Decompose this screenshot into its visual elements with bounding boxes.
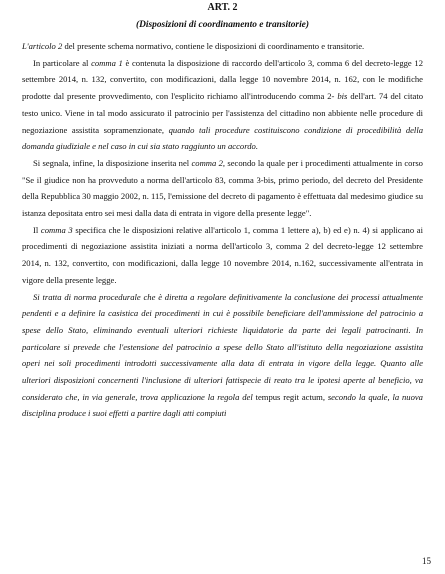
paragraph-5	[22, 289, 423, 423]
p3-a: Si segnala, infine, la disposizione inserita nel	[33, 157, 192, 168]
article-body	[22, 38, 423, 422]
p2-c: è contenuta la disposizione di raccordo dell'articolo 3, comma 6 del decreto-legge 12 settembre 2014, n. 132, convertito, con modificazioni, dalla legge 10 novembre 2014, n. 162, con le modifiche prodotte dal presente provvedimento, con l'esplicito richiamo all'introducendo comma 2-	[22, 57, 423, 102]
p2-a: In particolare al	[33, 57, 92, 68]
p2-f: quando tali procedure costituiscono condizione di procedibilità della domanda giudiziale e nel caso in cui sia stato raggiunto un accordo.	[22, 124, 423, 152]
paragraph-3	[22, 155, 423, 222]
p3-b: comma 2	[191, 157, 223, 168]
p1-b: articolo 2	[28, 41, 63, 51]
article-title: ART. 2	[207, 2, 238, 13]
article-subtitle: (Disposizioni di coordinamento e transitorie)	[136, 20, 309, 30]
p2-d: bis	[337, 91, 348, 102]
p5-a: Si tratta di norma procedurale che è diretta a regolare definitivamente la conclusione dei processi attualmente pendenti e a definire la casistica dei procedimenti in cui è possibile beneficiare dell'ammissione del patrocinio a spese dello Stato, eliminando eventuali ulteriori richieste liquidatorie da parte dei legali patrocinanti. In particolare si prevede che l'estensione del patrocinio a spese dello Stato all'istituto della negoziazione assistita operi nei soli procedimenti introdotti successivamente alla data di entrata in vigore della legge. Quanto alle ulteriori disposizioni concernenti l'inclusione di ulteriori fattispecie di reato tra le ipotesi aperte al beneficio, va considerato che, in via generale, trova applicazione la regola del	[22, 291, 423, 402]
p5-c: , secondo la quale, la nuova disciplina produce i suoi effetti a partire dagli atti compiuti	[22, 391, 423, 419]
p4-b: comma 3	[40, 224, 73, 235]
page-number: 15	[422, 556, 431, 566]
p4-a: Il	[33, 224, 41, 235]
paragraph-4	[22, 222, 423, 289]
p2-e: dell'art. 74 del citato testo unico. Viene in tal modo assicurato il patrocinio per l'assistenza del cittadino non abbiente nelle procedure di negoziazione assistita sopramenzionate,	[22, 91, 424, 135]
p3-c: , secondo la quale per i procedimenti attualmente in corso "Se il giudice non ha provveduto a norma dell'articolo 83, comma 3-bis, primo periodo, del decreto del Presidente della Repubblica 30 maggio 2002, n. 115, l'emissione del decreto di pagamento è effettuata dal medesimo giudice su istanza depositata entro sei mesi dalla data di entrata in vigore della presente legge".	[22, 157, 423, 219]
p1-c: del presente schema normativo, contiene le disposizioni di coordinamento e transitorie.	[62, 41, 365, 51]
p5-b: tempus regit actum	[255, 391, 323, 402]
p2-b: comma 1	[91, 57, 123, 68]
paragraph-1	[22, 38, 423, 55]
p4-c: specifica che le disposizioni relative all'articolo 1, comma 1 lettere a), b) ed e) n. 4) si applicano ai procedimenti di negoziazione assistita iniziati a norma dell'articolo 3, comma 2 del decreto-legge 12 settembre 2014, n. 132, convertito, con modificazioni, dalla legge 10 novembre 2014, n.162, successivamente all'entrata in vigore della presente legge.	[22, 224, 423, 285]
p1-a: L'	[22, 41, 29, 51]
paragraph-2	[22, 55, 423, 155]
